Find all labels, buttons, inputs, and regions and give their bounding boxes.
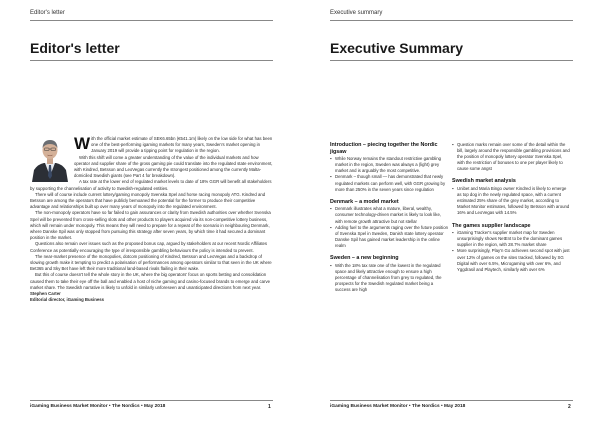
page-title: Editor's letter (30, 40, 120, 56)
letter-paragraph: With the official market estimate of SEK6.65bn (€541.1m) likely on the low side for what has been one of the best-performing igaming markets for many years, Sweden's market opening in January 2019 will provide a tipping point for regulation in the region. (74, 134, 273, 154)
bullet-list (452, 186, 570, 216)
letter-paragraph: There will of course include current lottery/gaming monopoly Svenska Spel and horse racing monopoly ATG. Kindred and Betsson are among the operators that have publicly bemoaned the potential for the former to produce their competitive advantage and relationships built up over many years of monopoly into the regulated environment. (30, 191, 266, 210)
summary-section (330, 199, 448, 249)
bullet-list (330, 263, 448, 293)
summary-section (330, 255, 448, 293)
bullet-item: ▪ Question marks remain over some of the detail within the bill, largely around the responsible gambling provisions and the position of monopoly lottery operator Svenska Spel, with the restriction of bonuses to one per player likely to cause some angst (452, 142, 570, 172)
bullet-item: ▪ More surprisingly, Play'n Go achieves second spot with just over 12% of games on the sites tracked, followed by SG Digital with over 6.5%, Microgaming with over 6%, and Yggdrasil and Playtech, similarly with over 6% (452, 248, 570, 272)
section-heading: Denmark – a model market (330, 198, 399, 205)
page-title: Executive Summary (330, 40, 464, 56)
bullet-list (330, 206, 448, 249)
bullet-item: ▪ Denmark illustrates what a mature, liberal, wealthy, consumer technology-driven market is likely to look like, with remote growth attractive but not stellar (330, 206, 448, 224)
dropcap: W (74, 134, 91, 153)
summary-section (452, 223, 570, 273)
signature-role: Editorial director, iGaming Business (30, 297, 105, 303)
signature-name: Stephen Carter (30, 291, 61, 297)
page-number: 2 (568, 404, 571, 410)
letter-paragraph: The non-monopoly operators have so far failed to gain assurances or clarity from Swedish authorities over whether Svenska Spel will be prevented from cross-selling slots and other products to players acquired via its non-competitive lottery business, which will remain under monopoly. This means they will need to prepare for a repeat of the scenario in neighbouring Denmark, where Danske Spil was only stopped from pursuing this strategy after seven years, by which time it had secured a dominant position in the market. (30, 210, 271, 241)
footer-rule (30, 400, 273, 401)
bullet-item: ▪ While Norway remains the standout restrictive gambling market in the region, Sweden was always a (light) grey market and is arguably the most competitive. (330, 156, 448, 174)
running-header: Executive summary (330, 10, 383, 16)
summary-section (452, 178, 570, 216)
running-header: Editor's letter (30, 10, 65, 16)
bullet-list (330, 156, 448, 193)
header-rule (330, 20, 573, 21)
portrait-photo-icon (30, 136, 70, 182)
summary-section (330, 142, 448, 193)
bullet-item: ▪ With the 18% tax rate one of the lowest in the regulated space and likely attractive enough to ensure a high percentage of channelisation from grey to regulated, the prospects for the Swedish regulated market being a success are high (330, 263, 448, 293)
letter-paragraph: A tax rate at the lower end of regulated market levels to date of 18% GGR will benefit all stakeholders by supporting the channelisation of activity to Swedish-regulated entities. (30, 179, 272, 191)
letter-body (30, 136, 273, 303)
header-rule (30, 20, 273, 21)
editor-photo (30, 136, 70, 182)
summary-right-column (452, 142, 570, 279)
title-rule (30, 60, 273, 61)
bullet-item: ▪ Unibet and Maria Bingo owner Kindred is likely to emerge as top dog in the newly regulated space, with a current estimated 25% share of the grey market, according to Market Monitor estimates, followed by Betsson with around 16% and LeoVegas with 14.5% (452, 186, 570, 216)
letter-paragraph: The near-market presence of the monopolies, dotcom positioning of Kindred, Betsson and LeoVegas and a backdrop of slowing growth make it tempting to predict a polarisation of performances among operators similar to that seen in the UK where Bet365 and Sky Bet have left their more traditional land-based rivals flailing in their wake. (30, 253, 272, 272)
letter-paragraph: Questions also remain over issues such as the proposed bonus cap, argued by stakeholders at our recent Nordic Affiliates Conference as potentially encouraging the type of irresponsible gambling behaviours the policy is intended to prevent. (30, 241, 268, 253)
section-heading: Introduction – piecing together the Nordic jigsaw (330, 142, 438, 155)
title-rule (330, 60, 573, 61)
footer-rule (330, 400, 573, 401)
bullet-list (452, 142, 570, 172)
footer-text: iGaming Business Market Monitor • The Nordics • May 2018 (330, 404, 466, 409)
summary-section (452, 142, 570, 172)
section-heading: The games supplier landscape (452, 222, 531, 229)
section-heading: Swedish market analysis (452, 178, 516, 185)
page-number: 1 (268, 404, 271, 410)
letter-paragraph: But this of course doesn't tell the whole story in the UK, where the big operators' focus on sports betting and consolidation caused them to take their eye off the ball and enabled a host of niche gaming and casino-focused brands to emerge and carve market share. The Swedish narrative is likely to unfold in similarly unforeseen and unanticipated directions from next year. (30, 272, 270, 290)
bullet-item: ▪ Adding fuel to the arguments raging over the future position of Svenska Spel in Sweden, Danish state lottery operator Danske Spil has gained market leadership in the online realm (330, 225, 448, 249)
letter-paragraph: With this shift will come a greater understanding of the value of the individual markets and how operator and supplier share of the gross gaming pie could translate into the regulated state environment, with Kindred, Betsson and LeoVegas currently the strongest positioned among the currently Malta-domiciled Swedish giants (see Part 4 for breakdown). (74, 154, 273, 179)
bullet-item: ▪ iGaming Tracker's supplier market map for Sweden unsurprisingly shows NetEnt to be the dominant games supplier in the region, with 28.7% market share (452, 230, 570, 248)
summary-left-column (330, 142, 448, 299)
section-heading: Sweden – a new beginning (330, 255, 399, 261)
bullet-item: ▪ Denmark – though small — has demonstrated that newly regulated markets can perform well, with GGR growing by more than 250% in the seven years since regulation (330, 174, 448, 192)
footer-text: iGaming Business Market Monitor • The Nordics • May 2018 (30, 404, 166, 409)
bullet-list (452, 230, 570, 273)
